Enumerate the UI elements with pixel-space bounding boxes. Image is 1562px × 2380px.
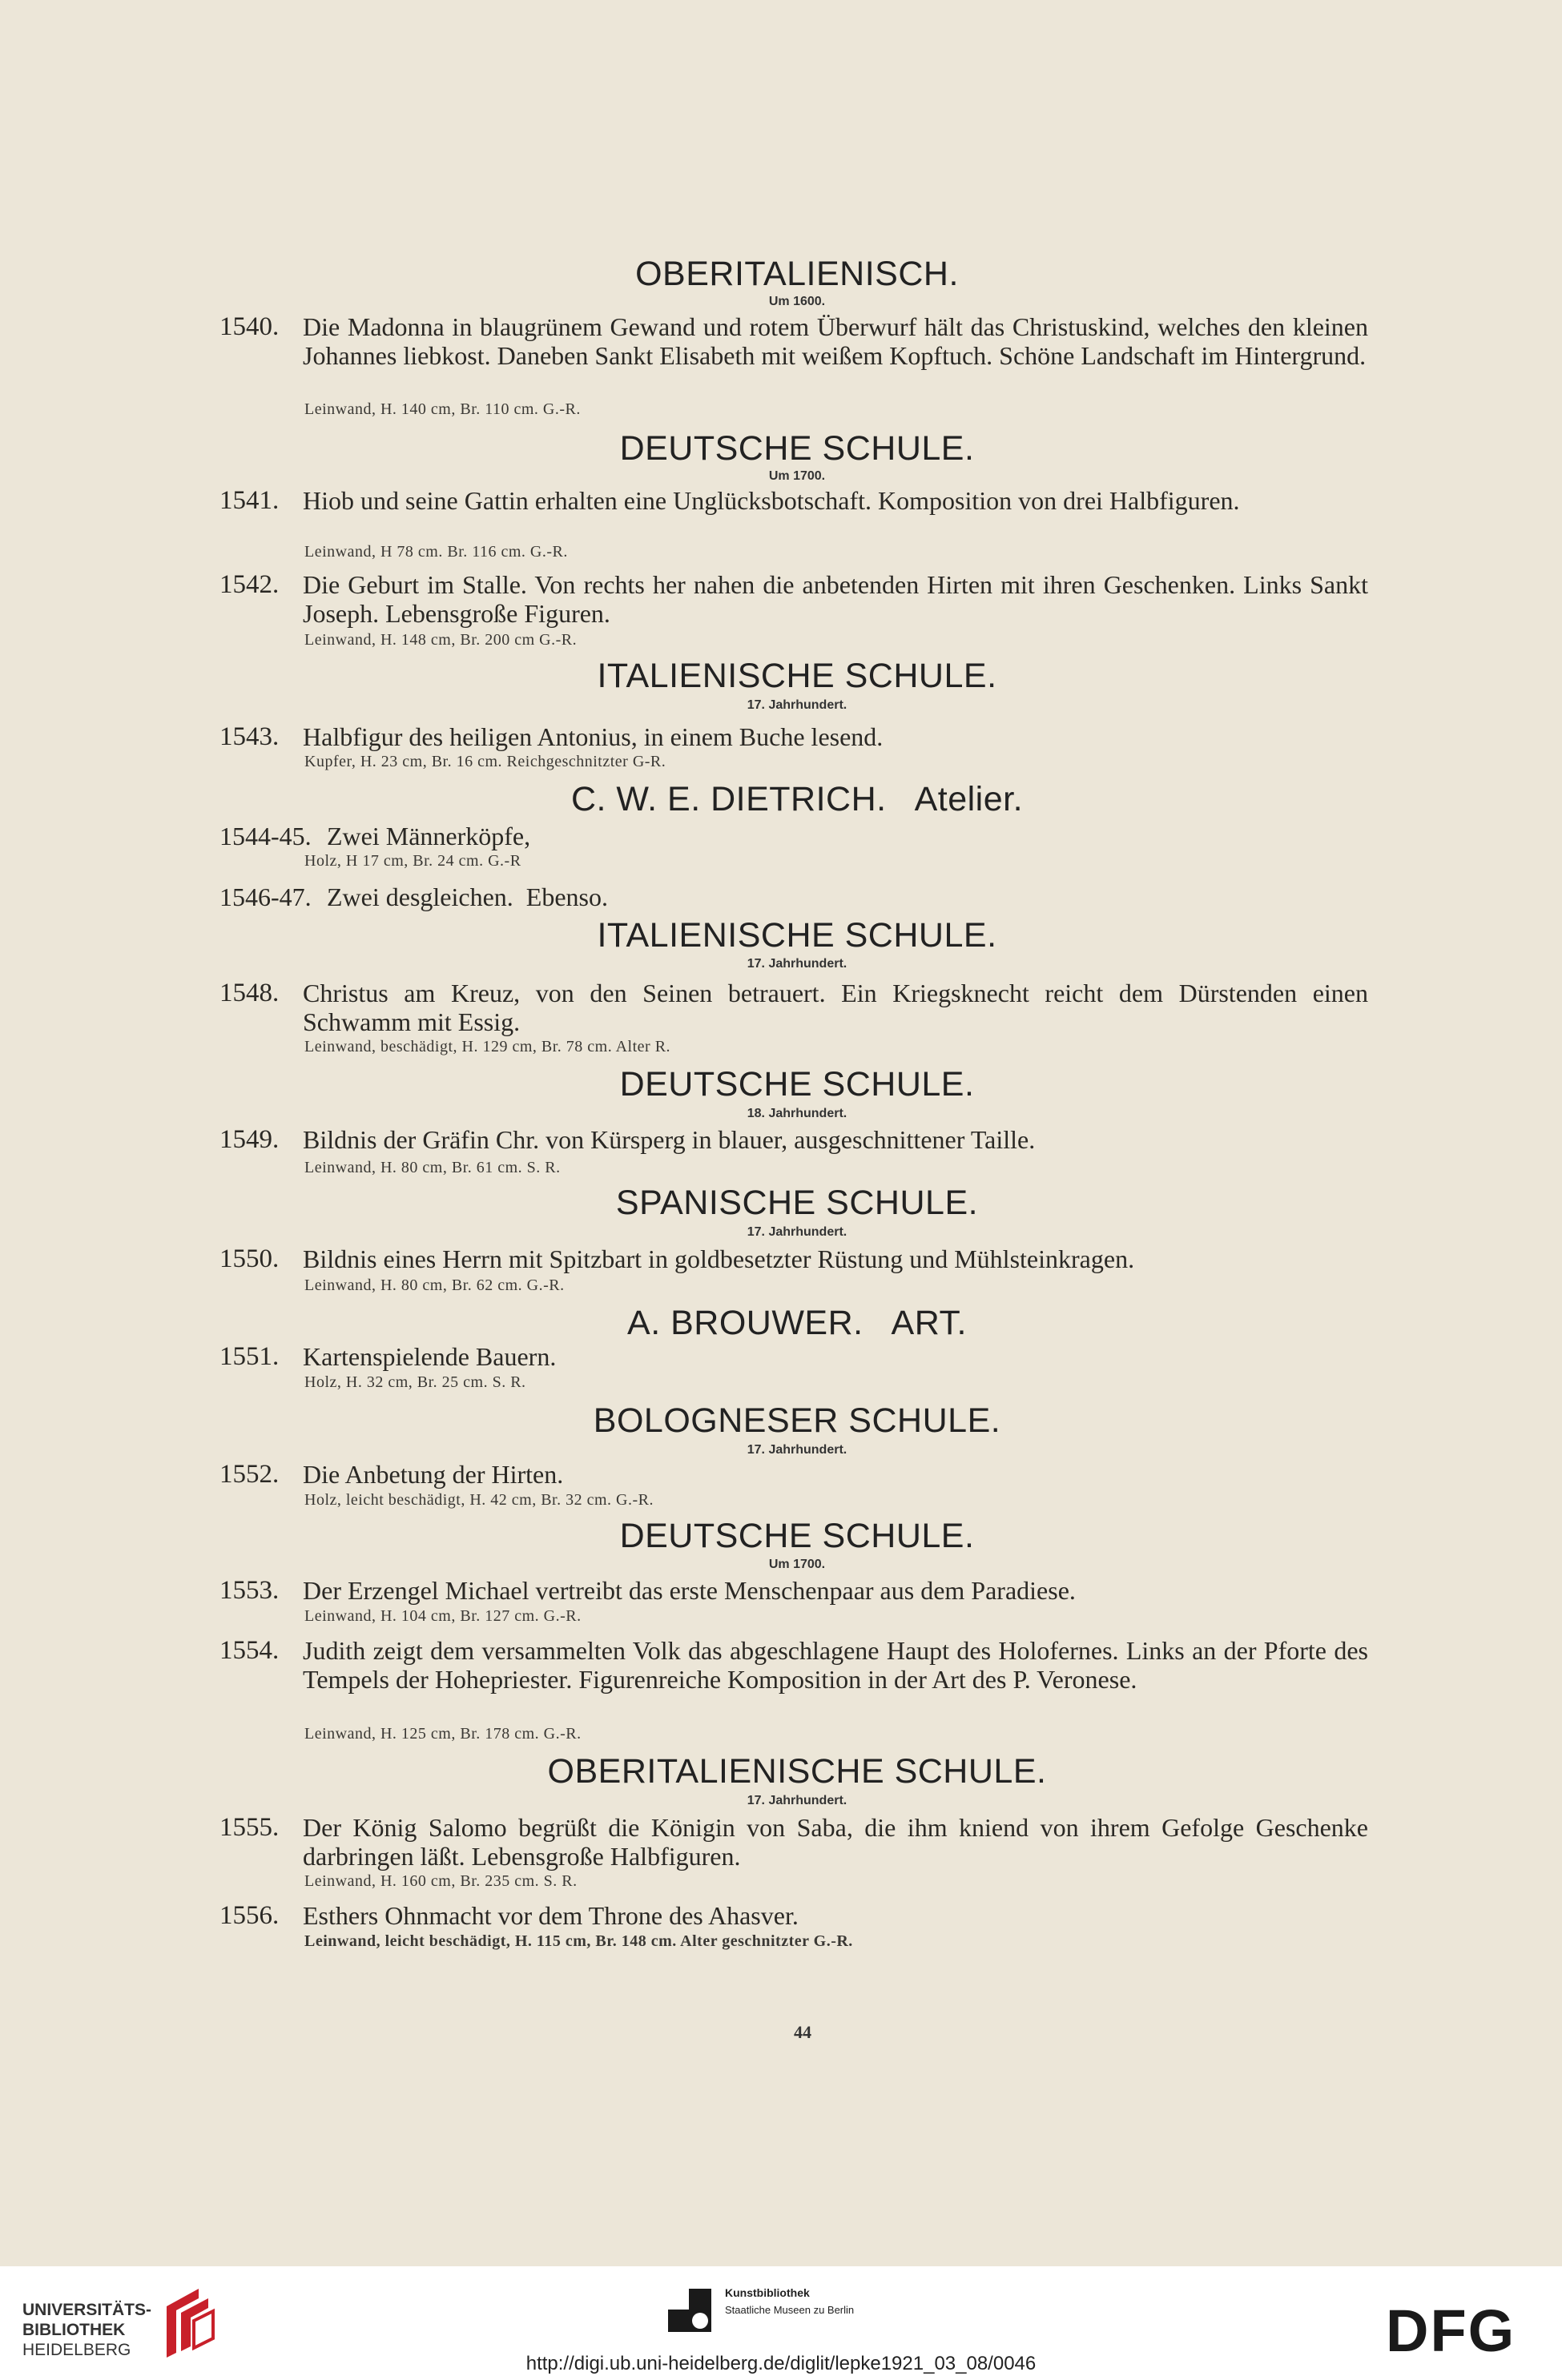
entry-description: Esthers Ohnmacht vor dem Throne des Ahasver.	[303, 1901, 799, 1930]
entry-number: 1546-47.	[219, 882, 312, 911]
entry-details: Leinwand, beschädigt, H. 129 cm, Br. 78 cm. Alter R.	[304, 1038, 671, 1055]
entry-number: 1552.	[219, 1460, 280, 1489]
entry-number: 1548.	[219, 979, 280, 1007]
section-heading: DEUTSCHE SCHULE.	[619, 429, 975, 468]
entry-number: 1549.	[219, 1125, 280, 1154]
section-heading: OBERITALIENISCHE SCHULE.	[547, 1752, 1047, 1791]
section-heading: DEUTSCHE SCHULE.	[619, 1065, 975, 1104]
kb-line-2: Staatliche Museen zu Berlin	[725, 2304, 855, 2316]
entry-details: Kupfer, H. 23 cm, Br. 16 cm. Reichgeschnitzter G-R.	[304, 753, 666, 770]
ub-line-2: BIBLIOTHEK	[22, 2321, 126, 2339]
page-number: 44	[794, 2022, 811, 2042]
entry-details: Leinwand, H 78 cm. Br. 116 cm. G.-R.	[304, 543, 568, 561]
section-subheading: 18. Jahrhundert.	[747, 1107, 847, 1120]
section-subheading: Um 1700.	[768, 469, 826, 483]
entry-description: Zwei Männerköpfe,	[327, 822, 531, 850]
entry-details: Holz, H 17 cm, Br. 24 cm. G.-R	[304, 852, 521, 870]
section-heading: BOLOGNESER SCHULE.	[593, 1401, 1001, 1440]
entry-number: 1551.	[219, 1342, 280, 1371]
entry-details: Leinwand, H. 80 cm, Br. 61 cm. S. R.	[304, 1159, 561, 1176]
ub-line-3: HEIDELBERG	[22, 2341, 131, 2359]
footer-bar	[0, 2266, 1562, 2380]
entry-details: Holz, H. 32 cm, Br. 25 cm. S. R.	[304, 1373, 526, 1391]
entry-number: 1556.	[219, 1901, 280, 1930]
dfg-logo[interactable]: DFG	[1386, 2298, 1516, 2364]
section-subheading: Um 1600.	[768, 295, 826, 308]
permalink-url[interactable]: http://digi.ub.uni-heidelberg.de/diglit/lepke1921_03_08/0046	[525, 2353, 1037, 2374]
kunstbibliothek-logo-icon[interactable]	[665, 2286, 715, 2335]
ub-line-1: UNIVERSITÄTS-	[22, 2301, 152, 2319]
ub-heidelberg-logo-text[interactable]	[22, 2300, 151, 2360]
entry-details: Leinwand, H. 80 cm, Br. 62 cm. G.-R.	[304, 1276, 565, 1294]
section-subheading: 17. Jahrhundert.	[747, 1794, 847, 1807]
section-heading: ITALIENISCHE SCHULE.	[597, 657, 997, 695]
entry-number: 1553.	[219, 1576, 280, 1605]
entry-description: Kartenspielende Bauern.	[303, 1342, 557, 1371]
section-subheading: Um 1700.	[768, 1558, 826, 1571]
entry-description: Der Erzengel Michael vertreibt das erste Menschenpaar aus dem Paradiese.	[303, 1576, 1076, 1605]
entry-number: 1540.	[219, 312, 280, 341]
entry-number: 1543.	[219, 722, 280, 751]
entry-details: Leinwand, H. 160 cm, Br. 235 cm. S. R.	[304, 1872, 578, 1890]
entry-number: 1542.	[219, 570, 280, 599]
entry-description: Bildnis der Gräfin Chr. von Kürsperg in blauer, ausgeschnittener Taille.	[303, 1125, 1036, 1154]
entry-number: 1544-45.	[219, 822, 312, 850]
entry-number: 1550.	[219, 1244, 280, 1273]
section-subheading: 17. Jahrhundert.	[747, 1443, 847, 1457]
section-subheading: 17. Jahrhundert.	[747, 1225, 847, 1239]
kb-line-1: Kunstbibliothek	[725, 2286, 810, 2299]
entry-description: Judith zeigt dem versammelten Volk das abgeschlagene Haupt des Holofernes. Links an der Pforte des Tempels der Hohepriester. Figurenreiche Komposition in der Art des P. Veronese.	[303, 1636, 1368, 1694]
section-heading: ITALIENISCHE SCHULE.	[597, 916, 997, 955]
entry-description: Bildnis eines Herrn mit Spitzbart in goldbesetzter Rüstung und Mühlsteinkragen.	[303, 1244, 1135, 1273]
entry-number: 1541.	[219, 486, 280, 515]
section-heading: DEUTSCHE SCHULE.	[619, 1517, 975, 1555]
entry-details: Leinwand, leicht beschädigt, H. 115 cm, Br. 148 cm. Alter geschnitzter G.-R.	[304, 1932, 853, 1950]
ub-heidelberg-logo-icon[interactable]	[160, 2282, 216, 2362]
section-subheading: 17. Jahrhundert.	[747, 698, 847, 712]
section-heading: OBERITALIENISCH.	[635, 255, 959, 293]
section-heading: SPANISCHE SCHULE.	[615, 1184, 979, 1222]
section-heading: C. W. E. DIETRICH. Atelier.	[570, 780, 1024, 818]
entry-details: Leinwand, H. 148 cm, Br. 200 cm G.-R.	[304, 631, 578, 649]
entry-description: Der König Salomo begrüßt die Königin von Saba, die ihm kniend von ihrem Gefolge Geschenke darbringen läßt. Lebensgroße Halbfiguren.	[303, 1813, 1368, 1871]
entry-number: 1555.	[219, 1813, 280, 1842]
section-subheading: 17. Jahrhundert.	[747, 957, 847, 971]
entry-details: Leinwand, H. 125 cm, Br. 178 cm. G.-R.	[304, 1725, 582, 1743]
entry-description: Hiob und seine Gattin erhalten eine Unglücksbotschaft. Komposition von drei Halbfiguren.	[303, 486, 1240, 515]
entry-description: Halbfigur des heiligen Antonius, in einem Buche lesend.	[303, 722, 884, 751]
entry-details: Leinwand, H. 140 cm, Br. 110 cm. G.-R.	[304, 400, 581, 418]
entry-description: Die Anbetung der Hirten.	[303, 1460, 564, 1489]
entry-description: Die Geburt im Stalle. Von rechts her nahen die anbetenden Hirten mit ihren Geschenken. Links Sankt Joseph. Lebensgroße Figuren.	[303, 570, 1368, 628]
entry-number: 1554.	[219, 1636, 280, 1665]
entry-description: Die Madonna in blaugrünem Gewand und rotem Überwurf hält das Christuskind, welches den kleinen Johannes liebkost. Daneben Sankt Elisabeth mit weißem Kopftuch. Schöne Landschaft im Hintergrund.	[303, 312, 1368, 370]
section-heading: A. BROUWER. ART.	[627, 1304, 967, 1342]
kunstbibliothek-text[interactable]	[725, 2284, 854, 2319]
entry-details: Holz, leicht beschädigt, H. 42 cm, Br. 32 cm. G.-R.	[304, 1491, 654, 1509]
entry-description: Christus am Kreuz, von den Seinen betrauert. Ein Kriegsknecht reicht dem Dürstenden einen Schwamm mit Essig.	[303, 979, 1368, 1036]
entry-details: Leinwand, H. 104 cm, Br. 127 cm. G.-R.	[304, 1607, 582, 1625]
entry-description: Zwei desgleichen. Ebenso.	[327, 882, 608, 911]
